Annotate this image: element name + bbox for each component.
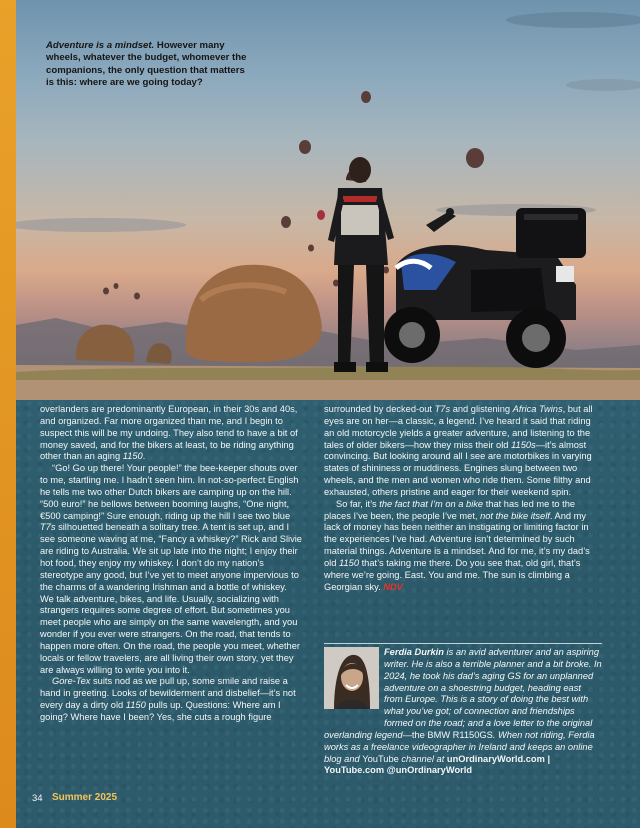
bio-text: YouTube	[362, 753, 399, 764]
text-run: that’s taking me there. Do you see that, old girl, that’s where we’re going. East. You and me. The sun is climbing a Georgian sky.	[324, 557, 581, 592]
caption-lead: Adventure is a mindset.	[46, 40, 155, 51]
youtube-link[interactable]: YouTube.com @unOrdinaryWorld	[324, 765, 473, 776]
bio-photo-spacer	[324, 647, 384, 721]
text-run: silhouetted beneath a solitary tree. A tent is set up, and I see someone waving at me, “Fancy a whiskey?” Rick and Slivie are riding to Australia. We sit up late into the night; I enjoy their hot food, they enjoy my whiskey. I don’t do my nation’s stereotype any good, but I’ve yet to meet anyone impervious to the charms of a wandering Irishman and a bottle of whiskey. We talk adventure, bikes, and life. Usually, socializing with strangers requires some degree of effort. But sometimes you meet people who are simply on the same wavelength, and you wonder if you ever were strangers. On the road, that tends to happen more often. On the road, the people you meet, whether locals or fellow travelers, are all living their own story, yet they are always willing to write you into it.	[40, 522, 302, 675]
link-separator: |	[544, 753, 551, 764]
caption-text: However many wheels, whatever the budget, whomever the companions, the only question that matters is this: where are we going today?	[46, 40, 247, 88]
bio-divider	[324, 643, 602, 644]
text-emphasis: 1150	[339, 557, 359, 568]
text-run: suits nod as we pull up, some smile and raise a hand in greeting. Looks of bewilderment and disbelief—it’s not every day a dirty old	[40, 676, 296, 711]
bio-text: . When not riding, Ferdia works as a freelance videographer in Ireland and keeps an online blog and	[324, 729, 595, 764]
paragraph	[40, 676, 302, 723]
text-emphasis: 1150s	[511, 439, 536, 450]
text-run: that has led me to the places I’ve been, the people I’ve met,	[324, 498, 576, 521]
text-run: and glistening	[450, 404, 513, 414]
paragraph	[324, 404, 602, 499]
spine-stripe	[0, 0, 16, 828]
text-emphasis: not the bike itself	[480, 510, 550, 521]
text-run: overlanders are predominantly European, in their 30s and 40s, and organized. Far more organized than me, and I begin to suspect this will be my undoing. They also tend to have a bit of money saved, and for the bikers at least, to be riding anything other than an aging	[40, 404, 298, 462]
text-emphasis: 1150	[122, 451, 143, 462]
text-emphasis: 1150	[125, 700, 146, 711]
text-run: .	[142, 451, 146, 462]
text-run: —it’s almost convincing. But looking around all I see are motorbikes in varying states of shininess or muddiness. Engines slung between two wheels, and the men and women who ride them. Some filthy and exhausted, others pristine and eager for their weekend spin.	[324, 439, 592, 497]
text-emphasis: Africa Twins	[512, 404, 563, 414]
article-column-left	[40, 404, 302, 724]
issue-title: Summer 2025	[52, 792, 118, 803]
text-run: . And my lack of money has been neither an instigating or limiting factor in the experiences I’ve had. Adventure isn’t determined by such material things. Adventure is a mindset. And for me, it’s my dad’s old	[324, 510, 590, 568]
paragraph	[40, 404, 302, 463]
bio-text: is an avid adventurer and an aspiring writer. He is also a terrible planner and a bit broke. In 2024, he took his dad’s aging GS for an unplanned adventure on a shoestring budget, heading east from Europe. This is a story of doing the best with what you’ve got; of connection and friendships formed on the road; and a love letter to the original overlanding legend—	[324, 647, 602, 740]
text-run: , but all eyes are on her—a classic, a legend. I’ve heard it said that riding an old motorcycle yields a greater adventure, and listening to the tales of older bikers—how they miss their old	[324, 404, 593, 450]
end-mark-logo: NDV	[383, 581, 403, 592]
page-number: 34	[32, 793, 43, 804]
text-emphasis: T7s	[434, 404, 451, 414]
photo-caption	[46, 40, 252, 89]
text-emphasis: T7s	[40, 522, 56, 533]
paragraph	[40, 463, 302, 676]
text-run: surrounded by decked-out	[324, 404, 435, 414]
article-column-right	[324, 404, 602, 594]
bio-text: channel at	[398, 753, 447, 764]
text-emphasis: Gore-Tex	[52, 676, 91, 687]
author-name: Ferdia Durkin	[384, 647, 444, 657]
author-bio	[324, 647, 602, 777]
paragraph	[324, 499, 602, 594]
text-run: pulls up. Questions: Where am I going? Where have I been? Yes, she cuts a rough figure	[40, 700, 281, 722]
text-run: So far, it’s	[336, 498, 380, 509]
text-emphasis: the fact that I’m on a bike	[379, 498, 484, 509]
text-run: “Go! Go up there! Your people!” the bee-keeper shouts over to me, startling me. I hadn’t seen him. In not-so-perfect English he tells me two other Dutch bikers are camping up on the hill. “500 euro!” he bellows between booming laughs, “One night, €500 camping!” Sure enough, riding up the hill I see two blue	[40, 463, 299, 521]
bio-text: the BMW R1150GS	[411, 729, 493, 740]
website-link[interactable]: unOrdinaryWorld.com	[446, 753, 545, 764]
